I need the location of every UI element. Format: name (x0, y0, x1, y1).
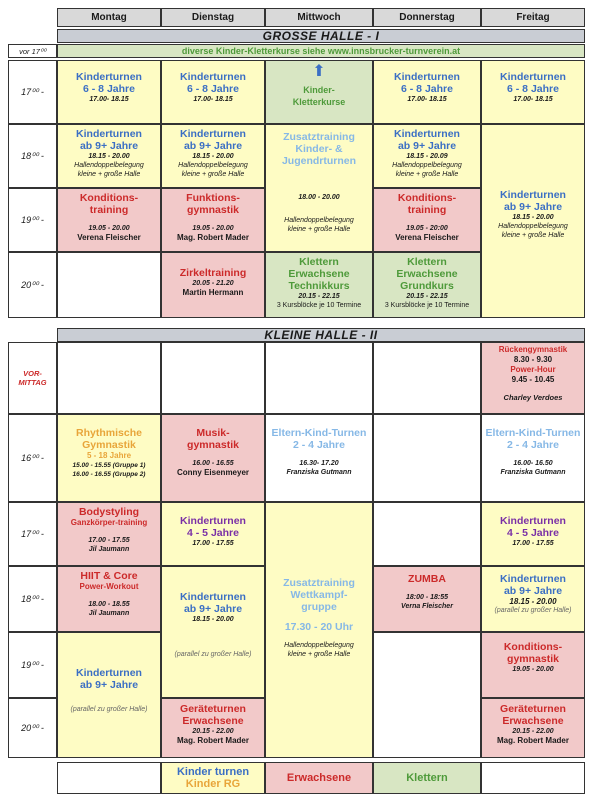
note2: kleine + große Halle (77, 171, 141, 178)
age: 6 - 8 Jahre (507, 83, 559, 95)
title: Geräteturnen (500, 703, 566, 715)
title: Kinderturnen (180, 71, 246, 83)
h1-mi-18-zusatztraining (265, 124, 373, 252)
time-label-vor17: vor 17⁰⁰ (8, 44, 57, 58)
time: 17.00 - 17.55 (512, 540, 554, 547)
title: Eltern-Kind-Turnen (271, 427, 367, 439)
time: 17.00- 18.15 (89, 96, 129, 103)
h1-do-20-klettern-grund (373, 252, 481, 318)
day-header-donnerstag: Donnerstag (373, 8, 481, 27)
trainer: Verna Fleischer (401, 603, 453, 610)
title: Konditions- (503, 641, 563, 653)
title: Zusatztraining (283, 131, 355, 143)
time: 18.15 - 20.00 (192, 616, 234, 623)
legend-empty-1 (57, 762, 161, 794)
subtitle: Ganzkörper-training (70, 518, 148, 527)
age: ab 9+ Jahre (183, 603, 243, 615)
note: (parallel zu großer Halle) (70, 706, 148, 713)
title: Funktions- (186, 192, 240, 204)
title2: Kinder- & (295, 143, 343, 155)
time: 18.15 - 20.00 (88, 153, 130, 160)
age: 5 - 18 Jahre (86, 451, 132, 460)
subtitle: Power-Workout (79, 582, 139, 591)
time-label-17: 17⁰⁰ - (8, 60, 57, 124)
title2: gymnastik (187, 204, 239, 216)
note2: kleine + große Halle (287, 651, 351, 658)
h2-mi-16-eltern-kind (265, 414, 373, 502)
legend-kinder-rg: Kinder RG (185, 778, 241, 790)
title: Kinderturnen (394, 71, 460, 83)
title: Bodystyling (78, 506, 140, 518)
time: 20.15 - 22.15 (298, 293, 340, 300)
h2-fr-17-kinderturnen (481, 502, 585, 566)
h2-mo-19-kinderturnen (57, 632, 161, 758)
time: 18.00 - 18.55 (88, 601, 130, 608)
h1-do-18-kinderturnen (373, 124, 481, 188)
note: Hallendoppelbelegung (284, 642, 354, 649)
time: 17.00- 18.15 (193, 96, 233, 103)
age: 2 - 4 Jahre (507, 439, 559, 451)
title: Kinderturnen (76, 128, 142, 140)
h2-fr-20-geraeteturnen (481, 698, 585, 758)
note: 3 Kursblöcke je 10 Termine (276, 302, 362, 309)
time: 18.15 - 20.09 (406, 153, 448, 160)
time: 19.05 - 20.00 (512, 666, 554, 673)
h2-di-16-musikgymnastik (161, 414, 265, 502)
title: Kinder- (303, 85, 335, 95)
h2-mo-vm-empty (57, 342, 161, 414)
title: Kinderturnen (76, 71, 142, 83)
title2: training (407, 204, 447, 216)
legend-kinder (161, 762, 265, 794)
h2-mi-vm-empty (265, 342, 373, 414)
day-header-mittwoch: Mittwoch (265, 8, 373, 27)
time: 20.15 - 22.15 (406, 293, 448, 300)
age: 4 - 5 Jahre (507, 527, 559, 539)
note2: kleine + große Halle (501, 232, 565, 239)
age: 6 - 8 Jahre (83, 83, 135, 95)
time: 17.00- 18.15 (407, 96, 447, 103)
title2: Erwachsene (396, 268, 458, 280)
title3: Grundkurs (400, 280, 454, 292)
time: 18.15 - 20.00 (512, 214, 554, 221)
trainer: Franziska Gutmann (286, 469, 352, 476)
h1-di-17-kinderturnen (161, 60, 265, 124)
time: 15.00 - 15.55 (Gruppe 1) (72, 462, 146, 469)
title2: Erwachsene (182, 715, 244, 727)
day-header-dienstag: Dienstag (161, 8, 265, 27)
title: Rückengymnastik (498, 345, 568, 354)
title3: gruppe (301, 601, 337, 613)
h2-mo-17-bodystyling (57, 502, 161, 566)
legend-kinder-turnen: Kinder turnen (176, 766, 250, 778)
time: 19.05 - 20:00 (406, 225, 448, 232)
time: 18:00 - 18:55 (405, 594, 449, 601)
time-label-19: 19⁰⁰ - (8, 188, 57, 252)
title: ZUMBA (408, 573, 446, 585)
h2-mo-16-rhythmische-gymnastik (57, 414, 161, 502)
h1-di-18-kinderturnen (161, 124, 265, 188)
h2-do-19-empty (373, 632, 481, 758)
time: 18.00 - 20.00 (298, 194, 340, 201)
trainer: Mag. Robert Mader (176, 233, 249, 242)
trainer: Conny Eisenmeyer (176, 468, 250, 477)
time-label-16: 16⁰⁰ - (8, 414, 57, 502)
title2: Kletterkurse (292, 97, 346, 107)
h1-mo-17-kinderturnen (57, 60, 161, 124)
time: 20.15 - 22.00 (512, 728, 554, 735)
title3: Jugendrturnen (281, 155, 357, 167)
time2: 16.00 - 16.55 (Gruppe 2) (72, 471, 146, 478)
age: 2 - 4 Jahre (293, 439, 345, 451)
title2: Gymnastik (82, 439, 136, 451)
trainer: Verena Fleischer (395, 233, 459, 242)
title2: Erwachsene (502, 715, 564, 727)
h1-fr-17-kinderturnen (481, 60, 585, 124)
time: 16.00- 16.50 (513, 460, 553, 467)
h2-do-16-empty (373, 414, 481, 502)
title: Musik- (196, 427, 230, 439)
title: Kinderturnen (76, 667, 142, 679)
note: Hallendoppelbelegung (74, 162, 144, 169)
title: Kinderturnen (500, 515, 566, 527)
note2: kleine + große Halle (287, 226, 351, 233)
trainer: Mag. Robert Mader (496, 736, 569, 745)
time: 16.30- 17.20 (299, 460, 339, 467)
h1-di-19-funktionsgymnastik (161, 188, 265, 252)
legend-empty-2 (481, 762, 585, 794)
h2-fr-18-kinderturnen (481, 566, 585, 632)
title2: Wettkampf- (290, 589, 348, 601)
time: 17.30 - 20 Uhr (284, 621, 354, 633)
legend-klettern (373, 762, 481, 794)
note: (parallel zu großer Halle) (174, 651, 252, 658)
title: Kinderturnen (180, 128, 246, 140)
h2-mo-18-hiit-core (57, 566, 161, 632)
note2: kleine + große Halle (181, 171, 245, 178)
note: Hallendoppelbelegung (178, 162, 248, 169)
title: Geräteturnen (180, 703, 246, 715)
title: Kinderturnen (180, 515, 246, 527)
h2-di-17-kinderturnen (161, 502, 265, 566)
h2-fr-vm-rueckengymnastik (481, 342, 585, 414)
age: ab 9+ Jahre (183, 140, 243, 152)
h2-fr-16-eltern-kind (481, 414, 585, 502)
note: Hallendoppelbelegung (498, 223, 568, 230)
h2-do-18-zumba (373, 566, 481, 632)
trainer: Verena Fleischer (77, 233, 141, 242)
h1-mo-20-empty (57, 252, 161, 318)
time: 19.05 - 20.00 (88, 225, 130, 232)
title: Konditions- (397, 192, 457, 204)
age: ab 9+ Jahre (503, 201, 563, 213)
time: 18.15 - 20.00 (509, 597, 557, 606)
time2: 9.45 - 10.45 (511, 375, 555, 384)
title: Klettern (407, 256, 447, 268)
title: Rhythmische (76, 427, 142, 439)
age: ab 9+ Jahre (79, 140, 139, 152)
note2: kleine + große Halle (395, 171, 459, 178)
time: 16.00 - 16.55 (192, 460, 234, 467)
time: 8.30 - 9.30 (513, 355, 553, 364)
time-label-18: 18⁰⁰ - (8, 124, 57, 188)
note: Hallendoppelbelegung (392, 162, 462, 169)
note: (parallel zu großer Halle) (494, 607, 572, 614)
trainer: Mag. Robert Mader (176, 736, 249, 745)
title: Zusatztraining (283, 577, 355, 589)
h1-fr-18-kinderturnen (481, 124, 585, 318)
h1-mo-18-kinderturnen (57, 124, 161, 188)
h1-do-19-konditionstraining (373, 188, 481, 252)
title: Klettern (299, 256, 339, 268)
title: Konditions- (79, 192, 139, 204)
title2: Erwachsene (288, 268, 350, 280)
age: 6 - 8 Jahre (401, 83, 453, 95)
trainer: Martin Hermann (182, 288, 244, 297)
h2-do-vm-empty (373, 342, 481, 414)
h1-di-20-zirkeltraining (161, 252, 265, 318)
section-title-kleine-halle: KLEINE HALLE - II (57, 328, 585, 342)
legend-erwachsene (265, 762, 373, 794)
h2-mi-18-zusatztraining-wettkampf (265, 502, 373, 758)
title: Kinderturnen (500, 189, 566, 201)
time: 17.00 - 17.55 (88, 537, 130, 544)
h1-mo-19-konditionstraining (57, 188, 161, 252)
title: Kinderturnen (394, 128, 460, 140)
title2: gymnastik (187, 439, 239, 451)
title: Kinderturnen (500, 573, 566, 585)
time: 19.05 - 20.00 (192, 225, 234, 232)
title: Eltern-Kind-Turnen (485, 427, 581, 439)
day-header-freitag: Freitag (481, 8, 585, 27)
time-label-20: 20⁰⁰ - (8, 252, 57, 318)
h2-do-17-empty (373, 502, 481, 566)
time-label-18b: 18⁰⁰ - (8, 566, 57, 632)
time-label-20b: 20⁰⁰ - (8, 698, 57, 758)
title: Kinderturnen (500, 71, 566, 83)
legend-klettern-label: Klettern (406, 772, 448, 784)
title: Kinderturnen (180, 591, 246, 603)
h2-di-20-geraeteturnen (161, 698, 265, 758)
age: ab 9+ Jahre (397, 140, 457, 152)
h2-di-18-kinderturnen (161, 566, 265, 698)
title: HIIT & Core (80, 570, 138, 582)
trainer: Jil Jaumann (88, 546, 130, 553)
note: 3 Kursblöcke je 10 Termine (384, 302, 470, 309)
title3: Technikkurs (288, 280, 350, 292)
day-header-montag: Montag (57, 8, 161, 27)
age: ab 9+ Jahre (79, 679, 139, 691)
time: 20.05 - 21.20 (192, 280, 234, 287)
time: 17.00 - 17.55 (192, 540, 234, 547)
title2: training (89, 204, 129, 216)
time-label-vormittag: VOR- MITTAG (8, 342, 57, 414)
h2-fr-19-konditionsgymnastik (481, 632, 585, 698)
trainer: Jil Jaumann (88, 610, 130, 617)
age: 4 - 5 Jahre (187, 527, 239, 539)
h1-do-17-kinderturnen (373, 60, 481, 124)
note: Hallendoppelbelegung (284, 217, 354, 224)
time: 18.15 - 20.00 (192, 153, 234, 160)
h2-di-vm-empty (161, 342, 265, 414)
trainer: Charley Verdoes (503, 393, 563, 402)
time-label-17b: 17⁰⁰ - (8, 502, 57, 566)
h1-mi-17-kletterkurse (265, 60, 373, 124)
title2: Power-Hour (510, 365, 556, 374)
arrow-up-icon: ⬆ (312, 63, 326, 80)
kletter-banner: diverse Kinder-Kletterkurse siehe www.innsbrucker-turnverein.at (57, 44, 585, 58)
section-title-grosse-halle: GROSSE HALLE - I (57, 29, 585, 43)
age: 6 - 8 Jahre (187, 83, 239, 95)
legend-erwachsene-label: Erwachsene (286, 772, 352, 784)
title: Zirkeltraining (179, 267, 247, 279)
time-label-19b: 19⁰⁰ - (8, 632, 57, 698)
time: 17.00- 18.15 (513, 96, 553, 103)
trainer: Franziska Gutmann (500, 469, 566, 476)
h1-mi-20-klettern-technik (265, 252, 373, 318)
age: ab 9+ Jahre (503, 585, 563, 597)
time: 20.15 - 22.00 (192, 728, 234, 735)
title2: gymnastik (507, 653, 559, 665)
